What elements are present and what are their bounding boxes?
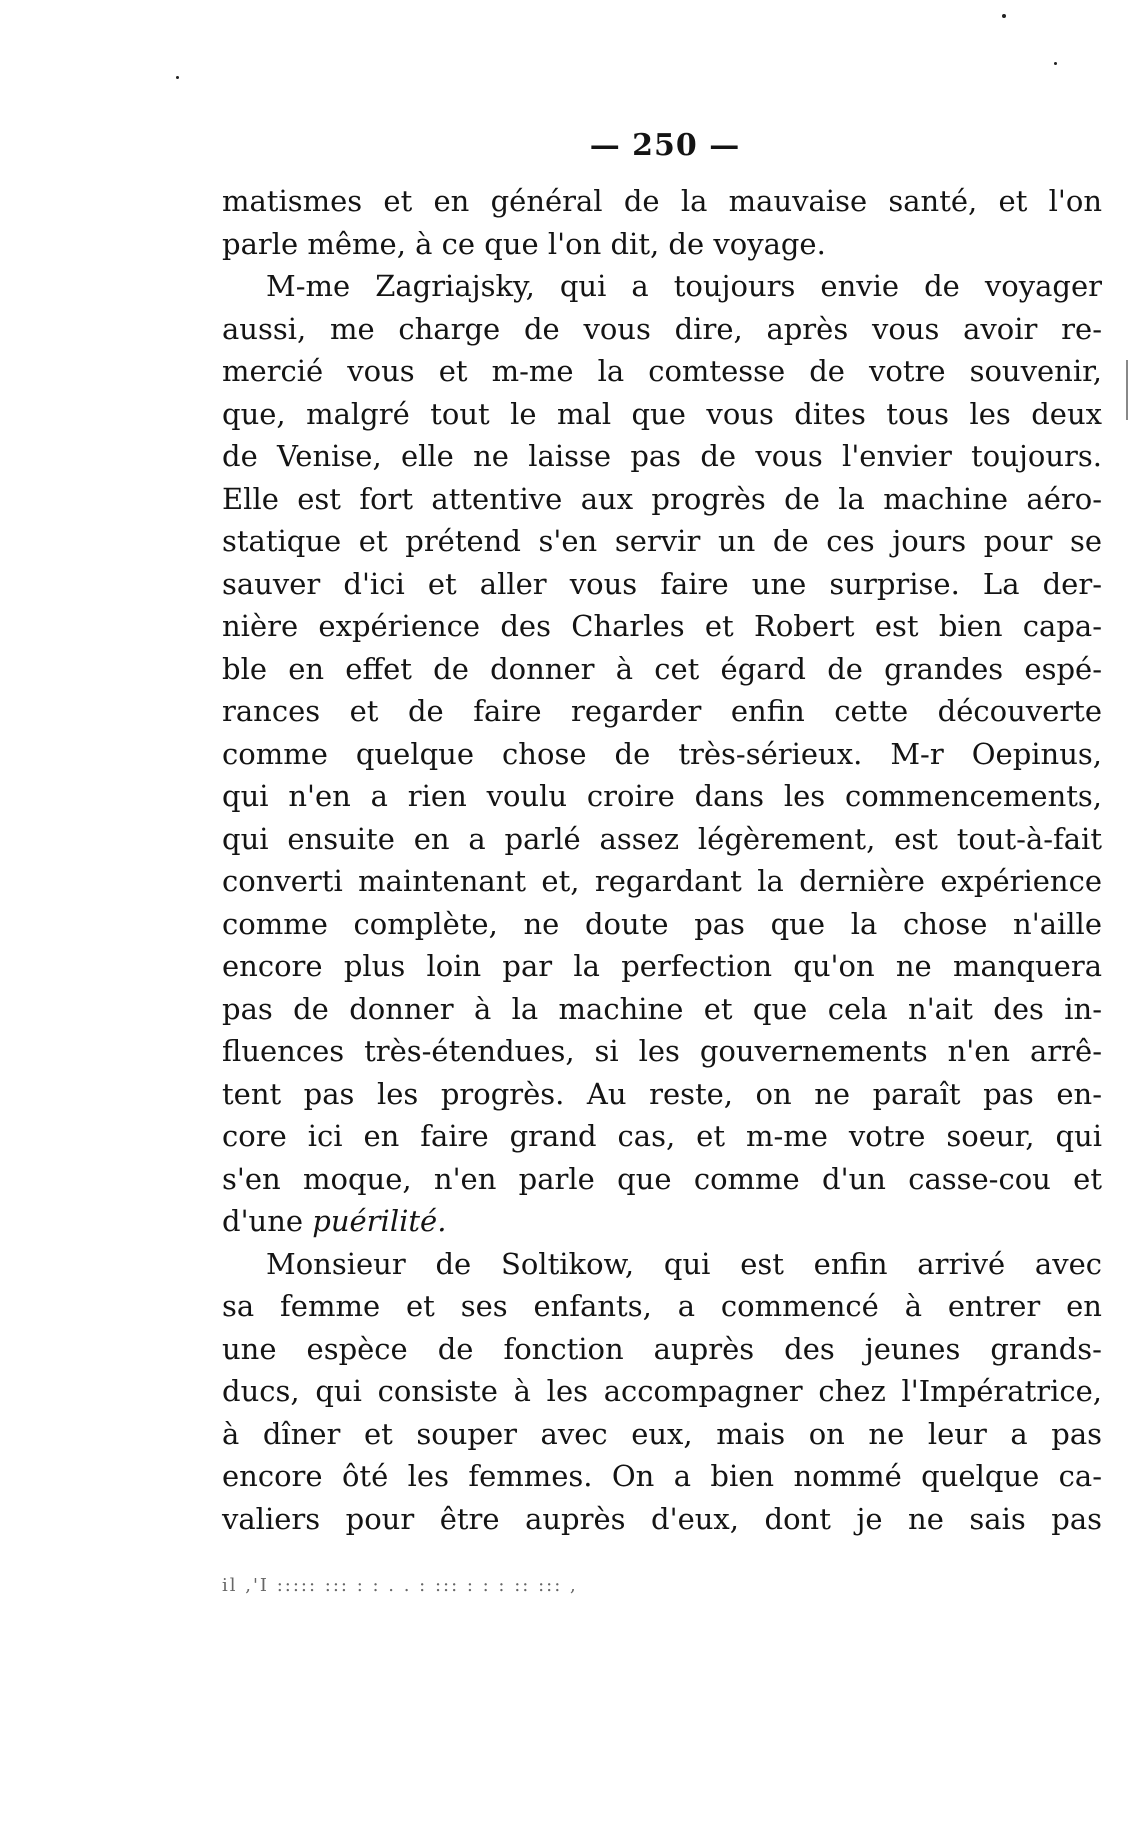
text-line: ducs, qui consiste à les accompagner chez l'Impératrice, [222,1374,1102,1408]
text-line: comme quelque chose de très-sérieux. M-r Oepinus, [222,736,1102,771]
text-line: matismes et en général de la mauvaise santé, et l'on [222,184,1102,218]
text-line: sauver d'ici et aller vous faire une surprise. La der- [222,566,1102,601]
text-line: parle même, à ce que l'on dit, de voyage. [222,226,826,261]
text-line: rances et de faire regarder enfin cette découverte [222,694,1102,728]
paragraph-start-line: Monsieur de Soltikow, qui est enfin arrivé avec [266,1246,1102,1281]
bleed-through-residue: il ,'I ::::: ::: : : . . : ::: : : : :: ::: , [222,1575,578,1596]
text-line: que, malgré tout le mal que vous dites tous les deux [222,396,1102,431]
page-number: — 250 — [589,128,741,163]
text-line: core ici en faire grand cas, et m-me votre soeur, qui [222,1119,1102,1153]
text-line: mercié vous et m-me la comtesse de votre souvenir, [222,354,1102,388]
text-line: s'en moque, n'en parle que comme d'un casse-cou et [222,1161,1102,1196]
body-text [222,180,1102,1540]
paragraph-start-line: M-me Zagriajsky, qui a toujours envie de voyager [266,269,1102,303]
text-line: fluences très-étendues, si les gouvernements n'en arrê- [222,1034,1102,1068]
text-line: sa femme et ses enfants, a commencé à entrer en [222,1289,1102,1323]
text-line: à dîner et souper avec eux, mais on ne leur a pas [222,1416,1102,1451]
text-line: tent pas les progrès. Au reste, on ne paraît pas en- [222,1076,1102,1111]
text-line: qui ensuite en a parlé assez légèrement, est tout-à-fait [222,821,1102,856]
text-line: nière expérience des Charles et Robert est bien capa- [222,609,1102,643]
text-line: comme complète, ne doute pas que la chose n'aille [222,906,1102,941]
text-line [222,1200,1102,1243]
text-line: encore ôté les femmes. On a bien nommé quelque ca- [222,1459,1102,1493]
text-line: statique et prétend s'en servir un de ces jours pour se [222,524,1102,558]
text-line: aussi, me charge de vous dire, après vous avoir re- [222,311,1102,346]
ink-speck [1002,14,1006,18]
italic-word: puérilité. [312,1204,447,1238]
text-line: Elle est fort attentive aux progrès de la machine aéro- [222,481,1102,516]
ink-speck [1054,62,1057,65]
text-line: qui n'en a rien voulu croire dans les commencements, [222,779,1102,813]
text-line: encore plus loin par la perfection qu'on ne manquera [222,949,1102,983]
text-line: valiers pour être auprès d'eux, dont je ne sais pas [222,1501,1102,1536]
text-line: une espèce de fonction auprès des jeunes grands- [222,1331,1102,1366]
text-line: ble en effet de donner à cet égard de grandes espé- [222,651,1102,686]
text-line: converti maintenant et, regardant la dernière expérience [222,864,1102,898]
text-line: pas de donner à la machine et que cela n'ait des in- [222,991,1102,1026]
text-line: de Venise, elle ne laisse pas de vous l'envier toujours. [222,439,1102,473]
margin-bleed-mark [1126,360,1128,420]
text-fragment: d'une [222,1204,304,1238]
ink-speck [176,76,179,79]
